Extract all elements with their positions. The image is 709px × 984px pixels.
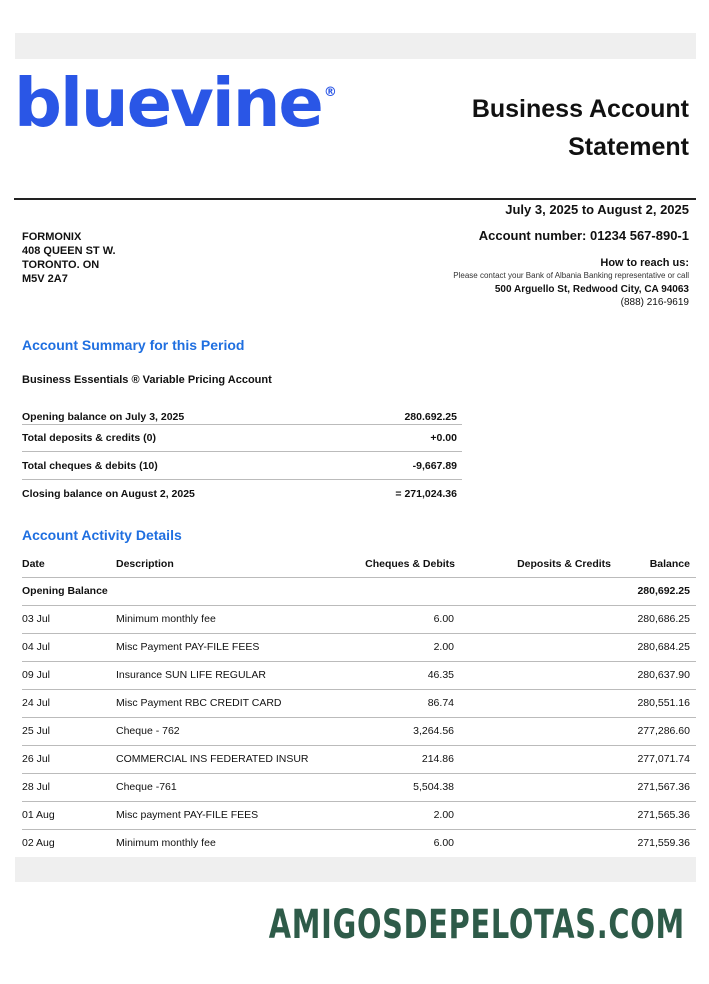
customer-city: TORONTO. ON bbox=[22, 259, 100, 271]
summary-divider bbox=[22, 424, 462, 425]
account-type: Business Essentials ® Variable Pricing Account bbox=[22, 374, 272, 386]
contact-heading: How to reach us: bbox=[600, 257, 689, 269]
col-header-credits: Deposits & Credits bbox=[517, 558, 611, 570]
opening-balance-row: Opening Balance 280,692.25 bbox=[22, 585, 690, 597]
customer-postal: M5V 2A7 bbox=[22, 273, 68, 285]
table-row: 26 Jul COMMERCIAL INS FEDERATED INSUR 214.86 277,071.74 bbox=[22, 753, 690, 765]
col-header-balance: Balance bbox=[649, 558, 690, 570]
bottom-band bbox=[15, 857, 696, 882]
customer-address bbox=[22, 230, 116, 286]
table-row: 02 Aug Minimum monthly fee 6.00 271,559.36 bbox=[22, 837, 690, 849]
table-row: 25 Jul Cheque - 762 3,264.56 277,286.60 bbox=[22, 725, 690, 737]
table-row: 01 Aug Misc payment PAY-FILE FEES 2.00 271,565.36 bbox=[22, 809, 690, 821]
summary-divider bbox=[22, 451, 462, 452]
contact-phone: (888) 216-9619 bbox=[620, 297, 689, 308]
table-row: 09 Jul Insurance SUN LIFE REGULAR 46.35 280,637.90 bbox=[22, 669, 690, 681]
col-header-date: Date bbox=[22, 558, 45, 570]
summary-divider bbox=[22, 479, 462, 480]
table-row: 04 Jul Misc Payment PAY-FILE FEES 2.00 280,684.25 bbox=[22, 641, 690, 653]
contact-address: 500 Arguello St, Redwood City, CA 94063 bbox=[494, 284, 689, 295]
customer-street: 408 QUEEN ST W. bbox=[22, 245, 116, 257]
account-number: Account number: 01234 567-890-1 bbox=[478, 228, 689, 243]
bluevine-logo: bluevine ® bbox=[14, 64, 337, 142]
statement-period: July 3, 2025 to August 2, 2025 bbox=[505, 202, 689, 217]
document-title: Business Account Statement bbox=[471, 95, 689, 161]
col-header-description: Description bbox=[116, 558, 174, 570]
table-row: 03 Jul Minimum monthly fee 6.00 280,686.25 bbox=[22, 613, 690, 625]
table-row: 24 Jul Misc Payment RBC CREDIT CARD 86.74 280,551.16 bbox=[22, 697, 690, 709]
customer-name: FORMONIX bbox=[22, 231, 82, 243]
activity-heading: Account Activity Details bbox=[22, 527, 182, 543]
summary-heading: Account Summary for this Period bbox=[22, 337, 245, 353]
contact-note: Please contact your Bank of Albania Banking representative or call bbox=[453, 271, 689, 280]
col-header-debits: Cheques & Debits bbox=[365, 558, 455, 570]
header-divider bbox=[14, 198, 696, 200]
table-row: 28 Jul Cheque -761 5,504.38 271,567.36 bbox=[22, 781, 690, 793]
top-band bbox=[15, 33, 696, 59]
watermark-text: AMIGOSDEPELOTAS.COM bbox=[268, 902, 685, 948]
